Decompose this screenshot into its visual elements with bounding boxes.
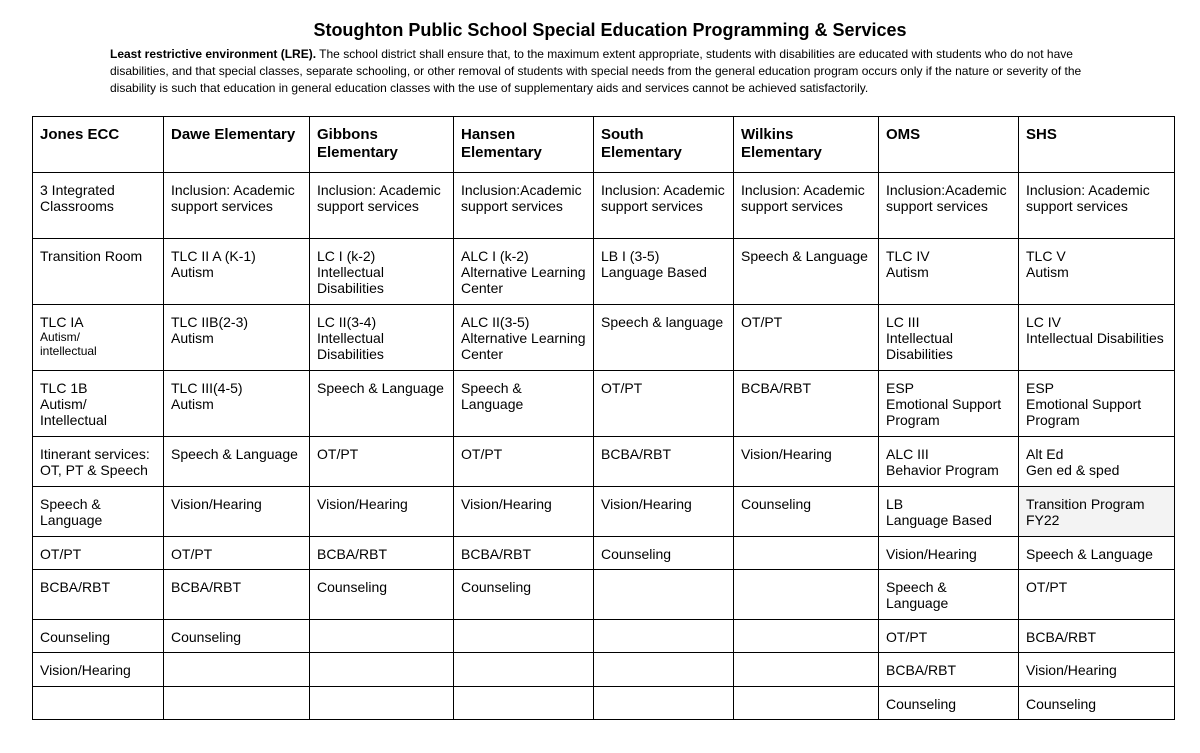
table-cell: Alt Ed Gen ed & sped bbox=[1019, 437, 1175, 487]
table-cell: OT/PT bbox=[734, 305, 879, 371]
cell-note: Autism/ intellectual bbox=[40, 330, 97, 358]
table-cell: TLC V Autism bbox=[1019, 239, 1175, 305]
table-cell: ESP Emotional Support Program bbox=[879, 371, 1019, 437]
table-cell: LB Language Based bbox=[879, 487, 1019, 537]
table-cell: LC III Intellectual Disabilities bbox=[879, 305, 1019, 371]
table-cell: Counseling bbox=[879, 687, 1019, 720]
table-cell: ESP Emotional Support Program bbox=[1019, 371, 1175, 437]
table-cell: Speech & Language bbox=[1019, 537, 1175, 570]
table-cell bbox=[734, 687, 879, 720]
table-cell: Vision/Hearing bbox=[33, 653, 164, 687]
table-cell bbox=[594, 620, 734, 653]
table-cell: Speech & Language bbox=[310, 371, 454, 437]
table-cell bbox=[734, 620, 879, 653]
table-cell: Speech & Language bbox=[734, 239, 879, 305]
cell-main: TLC IA bbox=[40, 314, 84, 330]
table-cell: OT/PT bbox=[594, 371, 734, 437]
table-cell bbox=[33, 687, 164, 720]
table-cell bbox=[594, 687, 734, 720]
table-cell bbox=[310, 687, 454, 720]
table-cell: 3 Integrated Classrooms bbox=[33, 173, 164, 239]
table-cell: OT/PT bbox=[879, 620, 1019, 653]
table-cell: BCBA/RBT bbox=[734, 371, 879, 437]
table-cell: TLC II A (K-1) Autism bbox=[164, 239, 310, 305]
table-cell bbox=[33, 305, 164, 371]
table-row bbox=[33, 537, 1175, 570]
table-cell: Inclusion: Academic support services bbox=[310, 173, 454, 239]
table-row bbox=[33, 173, 1175, 239]
table-cell: BCBA/RBT bbox=[454, 537, 594, 570]
table-cell bbox=[734, 537, 879, 570]
col-header-oms: OMS bbox=[879, 117, 1019, 173]
table-cell: LC I (k-2) Intellectual Disabilities bbox=[310, 239, 454, 305]
table-cell: Vision/Hearing bbox=[594, 487, 734, 537]
table-cell: Inclusion: Academic support services bbox=[164, 173, 310, 239]
table-cell: Speech & Language bbox=[454, 371, 594, 437]
col-header-jones-ecc: Jones ECC bbox=[33, 117, 164, 173]
table-cell: Speech & language bbox=[594, 305, 734, 371]
table-cell: OT/PT bbox=[310, 437, 454, 487]
table-cell bbox=[734, 570, 879, 620]
table-cell: Vision/Hearing bbox=[164, 487, 310, 537]
table-cell bbox=[164, 687, 310, 720]
table-row bbox=[33, 687, 1175, 720]
col-header-shs: SHS bbox=[1019, 117, 1175, 173]
table-cell: TLC III(4-5) Autism bbox=[164, 371, 310, 437]
table-cell: Counseling bbox=[310, 570, 454, 620]
table-cell bbox=[454, 653, 594, 687]
table-cell: ALC III Behavior Program bbox=[879, 437, 1019, 487]
table-cell: LB I (3-5) Language Based bbox=[594, 239, 734, 305]
col-header-south: South Elementary bbox=[594, 117, 734, 173]
lre-text: The school district shall ensure that, to the maximum extent appropriate, students with disabilities are educated with students who do not have disabilities, and that special classes, separate schooling, or other removal of students with special needs from the general education program occurs only if the nature or severity of the disability is such that education in general education classes with the use of supplementary aids and services cannot be achieved satisfactorily. bbox=[110, 47, 1082, 95]
table-cell: TLC 1B Autism/ Intellectual bbox=[33, 371, 164, 437]
table-cell: OT/PT bbox=[454, 437, 594, 487]
table-cell bbox=[310, 620, 454, 653]
table-cell bbox=[594, 570, 734, 620]
table-cell: LC II(3-4) Intellectual Disabilities bbox=[310, 305, 454, 371]
table-cell: Counseling bbox=[594, 537, 734, 570]
header-row bbox=[33, 117, 1175, 173]
table-row bbox=[33, 487, 1175, 537]
table-row bbox=[33, 620, 1175, 653]
table-cell: TLC IIB(2-3) Autism bbox=[164, 305, 310, 371]
table-cell: Counseling bbox=[1019, 687, 1175, 720]
table-row bbox=[33, 570, 1175, 620]
table-cell: Counseling bbox=[33, 620, 164, 653]
col-header-wilkins: Wilkins Elementary bbox=[734, 117, 879, 173]
col-header-hansen: Hansen Elementary bbox=[454, 117, 594, 173]
table-cell: Inclusion: Academic support services bbox=[1019, 173, 1175, 239]
lre-paragraph bbox=[110, 46, 1110, 97]
table-cell bbox=[310, 653, 454, 687]
table-cell: Vision/Hearing bbox=[310, 487, 454, 537]
table-cell: BCBA/RBT bbox=[164, 570, 310, 620]
table-cell: Transition Program FY22 bbox=[1019, 487, 1175, 537]
table-cell: BCBA/RBT bbox=[879, 653, 1019, 687]
table-cell: Counseling bbox=[454, 570, 594, 620]
table-row bbox=[33, 239, 1175, 305]
table-cell: Vision/Hearing bbox=[734, 437, 879, 487]
table-cell: Itinerant services: OT, PT & Speech bbox=[33, 437, 164, 487]
table-cell bbox=[164, 653, 310, 687]
table-row bbox=[33, 437, 1175, 487]
programs-table bbox=[32, 116, 1175, 720]
table-cell: Inclusion:Academic support services bbox=[454, 173, 594, 239]
table-cell: Speech & Language bbox=[164, 437, 310, 487]
col-header-dawe: Dawe Elementary bbox=[164, 117, 310, 173]
table-cell: ALC I (k-2) Alternative Learning Center bbox=[454, 239, 594, 305]
table-cell: ALC II(3-5) Alternative Learning Center bbox=[454, 305, 594, 371]
table-cell: Vision/Hearing bbox=[879, 537, 1019, 570]
table-cell: Transition Room bbox=[33, 239, 164, 305]
table-cell: LC IV Intellectual Disabilities bbox=[1019, 305, 1175, 371]
table-row bbox=[33, 653, 1175, 687]
table-cell: Vision/Hearing bbox=[454, 487, 594, 537]
col-header-gibbons: Gibbons Elementary bbox=[310, 117, 454, 173]
table-cell: Speech & Language bbox=[879, 570, 1019, 620]
table-cell: Counseling bbox=[734, 487, 879, 537]
table-cell: BCBA/RBT bbox=[33, 570, 164, 620]
lre-lead: Least restrictive environment (LRE). bbox=[110, 47, 317, 61]
table-cell: Counseling bbox=[164, 620, 310, 653]
table-cell bbox=[454, 620, 594, 653]
table-row bbox=[33, 371, 1175, 437]
table-cell bbox=[454, 687, 594, 720]
table-cell: Inclusion: Academic support services bbox=[734, 173, 879, 239]
table-row bbox=[33, 305, 1175, 371]
table-cell: BCBA/RBT bbox=[594, 437, 734, 487]
table-cell: OT/PT bbox=[164, 537, 310, 570]
table-cell: OT/PT bbox=[33, 537, 164, 570]
table-cell: BCBA/RBT bbox=[310, 537, 454, 570]
page-title: Stoughton Public School Special Education Programming & Services bbox=[313, 20, 907, 40]
table-cell: Inclusion:Academic support services bbox=[879, 173, 1019, 239]
table-cell: Inclusion: Academic support services bbox=[594, 173, 734, 239]
table-cell: TLC IV Autism bbox=[879, 239, 1019, 305]
table-cell: Speech & Language bbox=[33, 487, 164, 537]
table-cell bbox=[594, 653, 734, 687]
table-cell: OT/PT bbox=[1019, 570, 1175, 620]
table-cell: BCBA/RBT bbox=[1019, 620, 1175, 653]
table-cell: Vision/Hearing bbox=[1019, 653, 1175, 687]
table-cell bbox=[734, 653, 879, 687]
